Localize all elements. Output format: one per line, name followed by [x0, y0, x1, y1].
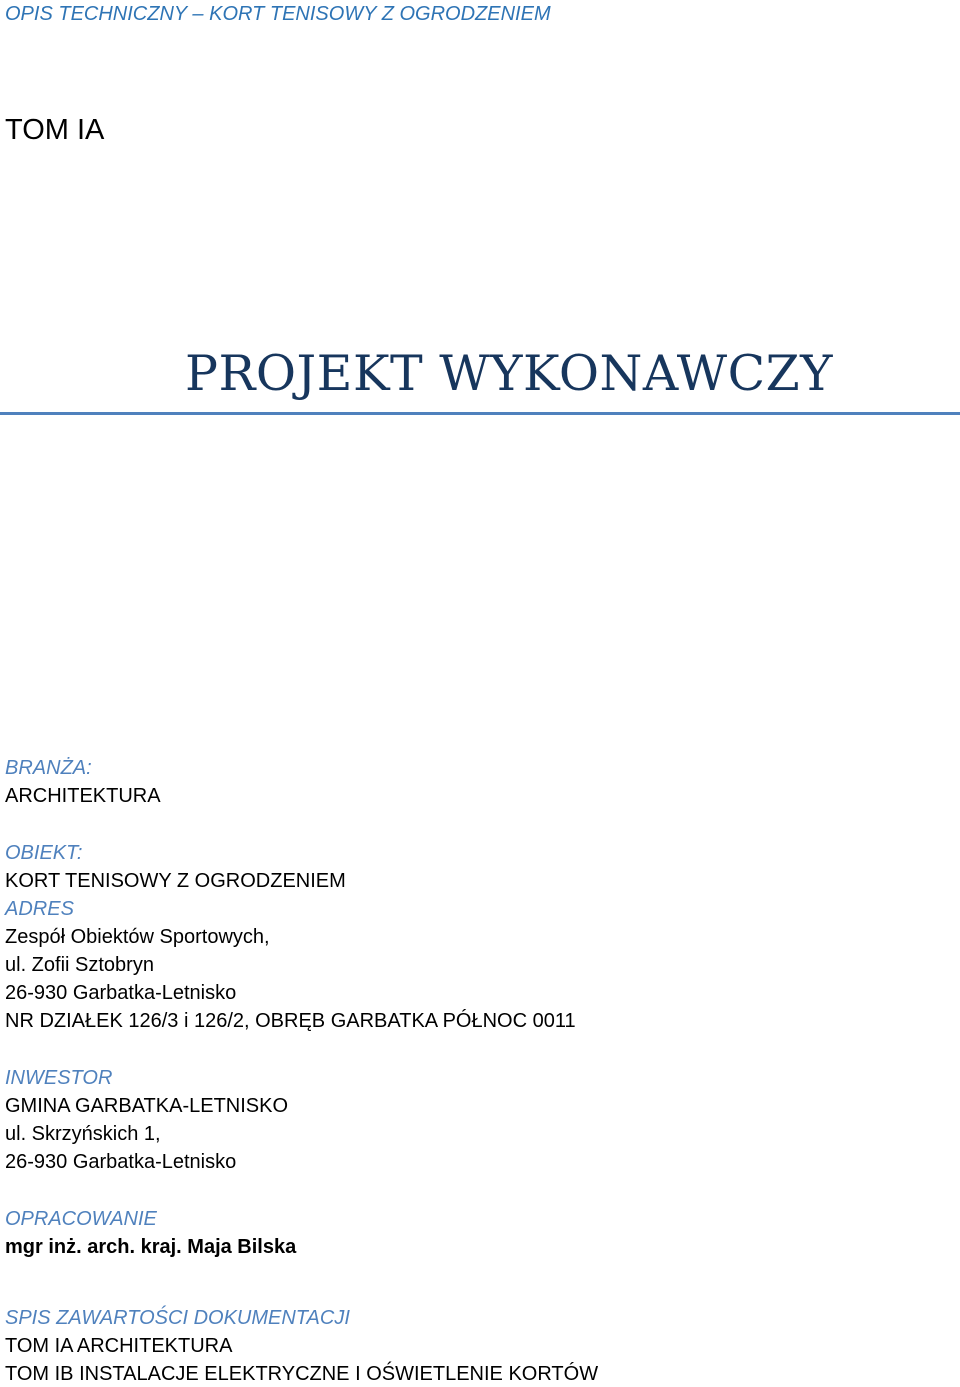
opracowanie-label: OPRACOWANIE [5, 1208, 157, 1230]
spis-item: TOM IB INSTALACJE ELEKTRYCZNE I OŚWIETLENIE KORTÓW [5, 1363, 599, 1385]
spis-label: SPIS ZAWARTOŚCI DOKUMENTACJI [5, 1307, 350, 1329]
adres-line: Zespół Obiektów Sportowych, [5, 926, 270, 948]
page-title: PROJEKT WYKONAWCZY [185, 345, 834, 402]
inwestor-line: GMINA GARBATKA-LETNISKO [5, 1095, 289, 1117]
adres-line: NR DZIAŁEK 126/3 i 126/2, OBRĘB GARBATKA PÓŁNOC 0011 [5, 1010, 576, 1032]
adres-label: ADRES [5, 898, 74, 920]
spis-item: TOM IA ARCHITEKTURA [5, 1335, 233, 1357]
volume-title: TOM IA [5, 114, 105, 146]
inwestor-label: INWESTOR [5, 1067, 113, 1089]
adres-line: 26-930 Garbatka-Letnisko [5, 982, 237, 1004]
adres-line: ul. Zofii Sztobryn [5, 954, 154, 976]
inwestor-line: ul. Skrzyńskich 1, [5, 1123, 161, 1145]
obiekt-label: OBIEKT: [5, 842, 83, 864]
branza-value: ARCHITEKTURA [5, 785, 161, 807]
obiekt-value: KORT TENISOWY Z OGRODZENIEM [5, 870, 346, 892]
inwestor-line: 26-930 Garbatka-Letnisko [5, 1151, 237, 1173]
title-underline [0, 412, 960, 415]
running-header: OPIS TECHNICZNY – KORT TENISOWY Z OGRODZENIEM [5, 3, 551, 25]
opracowanie-value: mgr inż. arch. kraj. Maja Bilska [5, 1236, 297, 1258]
branza-label: BRANŻA: [5, 757, 92, 779]
